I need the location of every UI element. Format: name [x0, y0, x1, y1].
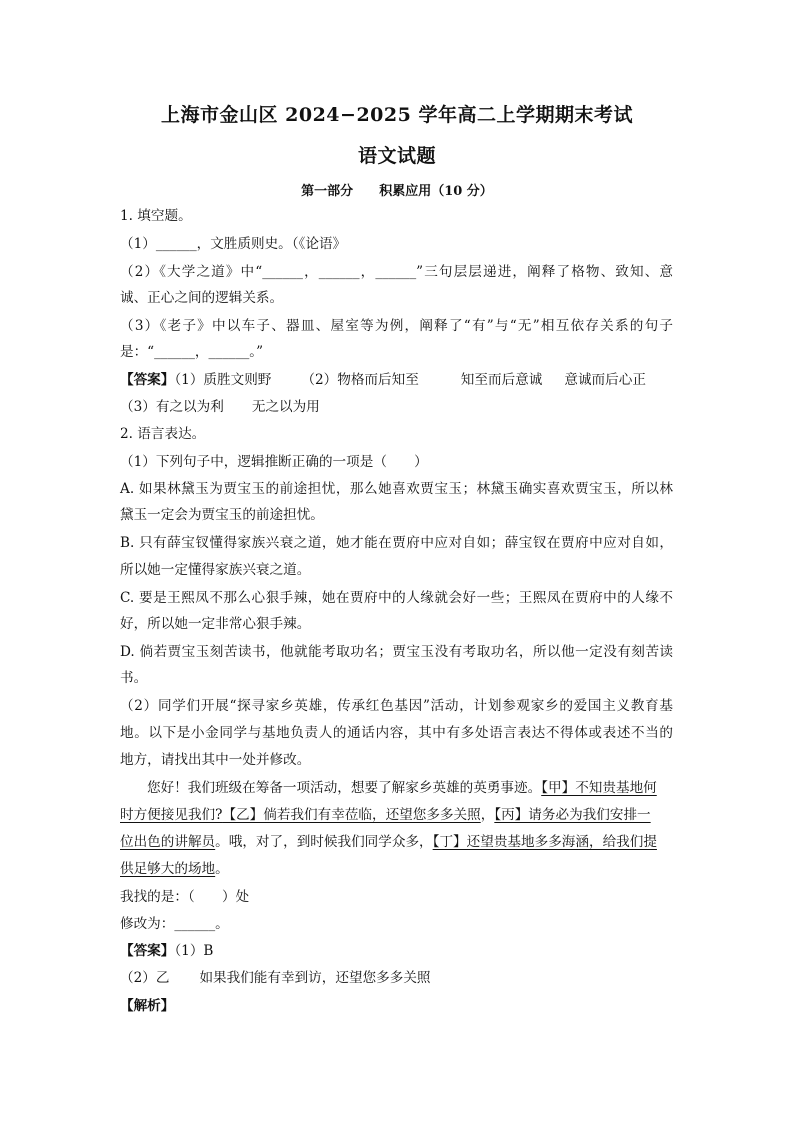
- passage-bing: 位出色的讲解员: [120, 834, 216, 850]
- q2-option-a-line2: 黛玉一定会为贾宝玉的前途担忧。: [120, 507, 324, 523]
- answer-text: （3）有之以为利: [120, 399, 224, 415]
- passage-line1: [147, 778, 657, 798]
- passage-line4: [120, 859, 229, 879]
- section-name: 积累应用（10 分）: [379, 184, 493, 199]
- q2-option-b-line2: 所以她一定懂得家族兴衰之道。: [120, 562, 311, 578]
- answer-text: 如果我们能有幸到访，还望您多多关照: [199, 970, 431, 986]
- passage-jia: 时方便接见我们?: [120, 807, 223, 823]
- q2-option-d-line1: D. 倘若贾宝玉刻苦读书，他就能考取功名；贾宝玉没有考取功名，所以他一定没有刻苦读: [120, 644, 673, 660]
- answer-text: （1）质胜文则野: [174, 372, 272, 388]
- passage-yi: 【乙】倘若我们有幸莅临，还望您多多关照: [222, 807, 481, 823]
- section-heading: [0, 180, 794, 199]
- q1-item3-line2: 是：“______，______。”: [120, 344, 264, 360]
- q2-option-b-line1: B. 只有薛宝钗懂得家族兴衰之道，她才能在贾府中应对自如；薛宝钗在贾府中应对自如，: [120, 535, 673, 551]
- passage-line2: [120, 805, 651, 825]
- q2-option-a-line1: A. 如果林黛玉为贾宝玉的前途担忧，那么她喜欢贾宝玉；林黛玉确实喜欢贾宝玉，所以林: [120, 481, 673, 497]
- q2-sub2-line3: 地方，请找出其中一处并修改。: [120, 752, 311, 768]
- page-title: 上海市金山区 2024−2025 学年高二上学期期末考试: [161, 104, 633, 126]
- section-part: 第一部分: [301, 184, 354, 199]
- passage-ding: 【丁】还望贵基地多多海涵，给我们提: [432, 834, 657, 850]
- passage-line3: [120, 832, 657, 852]
- q2-sub1: （1）下列句子中，逻辑推断正确的一项是（ ）: [120, 454, 428, 470]
- q2-answer-row1: [120, 941, 213, 961]
- q2-option-d-line2: 书。: [120, 670, 148, 686]
- passage-jia: 【甲】不知贵基地何: [541, 780, 657, 796]
- q1-item3-line1: （3）《老子》中以车子、器皿、屋室等为例，阐释了“有”与“无”相互依存关系的句子: [120, 318, 673, 334]
- analysis-label: 【解析】: [120, 998, 175, 1014]
- passage-ding: 供足够大的场地: [120, 861, 216, 877]
- answer-text: 知至而后意诚: [460, 372, 543, 388]
- answer-text: 意诚而后心正: [564, 372, 646, 388]
- q1-answer-row2: [120, 397, 320, 417]
- q2-answer-row2: [120, 968, 431, 988]
- passage-text: ，: [480, 807, 495, 823]
- q1-item1: （1）______，文胜质则史。（《论语》: [120, 236, 347, 252]
- passage-text: 您好！我们班级在筹备一项活动，想要了解家乡英雄的英勇事迹。: [147, 780, 542, 796]
- page-subtitle: 语文试题: [357, 145, 436, 167]
- q2-option-c-line2: 好，所以她一定非常心狠手辣。: [120, 616, 311, 632]
- answer-text: （2）物格而后知至: [301, 372, 419, 388]
- q2-heading: 2. 语言表达。: [120, 426, 206, 442]
- passage-text: 。: [215, 861, 229, 877]
- found-line: 我找的是：（ ）处: [120, 889, 250, 905]
- q1-heading: 1. 填空题。: [120, 208, 192, 224]
- answer-label: 【答案】: [120, 372, 175, 388]
- answer-text: （1）B: [174, 943, 214, 959]
- q2-sub2-line1: （2）同学们开展“探寻家乡英雄，传承红色基因”活动，计划参观家乡的爱国主义教育基: [120, 698, 673, 714]
- q2-sub2-line2: 地。以下是小金同学与基地负责人的通话内容，其中有多处语言表达不得体或表述不当的: [120, 725, 673, 741]
- answer-label: 【答案】: [120, 943, 175, 959]
- modify-line: 修改为：______。: [120, 916, 229, 932]
- q2-option-c-line1: C. 要是王熙凤不那么心狠手辣，她在贾府中的人缘就会好一些；王熙凤在贾府中的人缘不: [120, 590, 673, 606]
- passage-bing: 【丙】请务必为我们安排一: [494, 807, 651, 823]
- q1-item2-line1: （2）《大学之道》中“______，______，______”三句层层递进，阐释了格物、致知、意: [120, 264, 673, 280]
- q1-item2-line2: 诚、正心之间的逻辑关系。: [120, 290, 284, 306]
- answer-text: 无之以为用: [251, 399, 320, 415]
- q1-answer-row1: [120, 370, 646, 390]
- answer-text: （2）乙: [120, 970, 170, 986]
- passage-text: 。哦，对了，到时候我们同学众多，: [215, 834, 433, 850]
